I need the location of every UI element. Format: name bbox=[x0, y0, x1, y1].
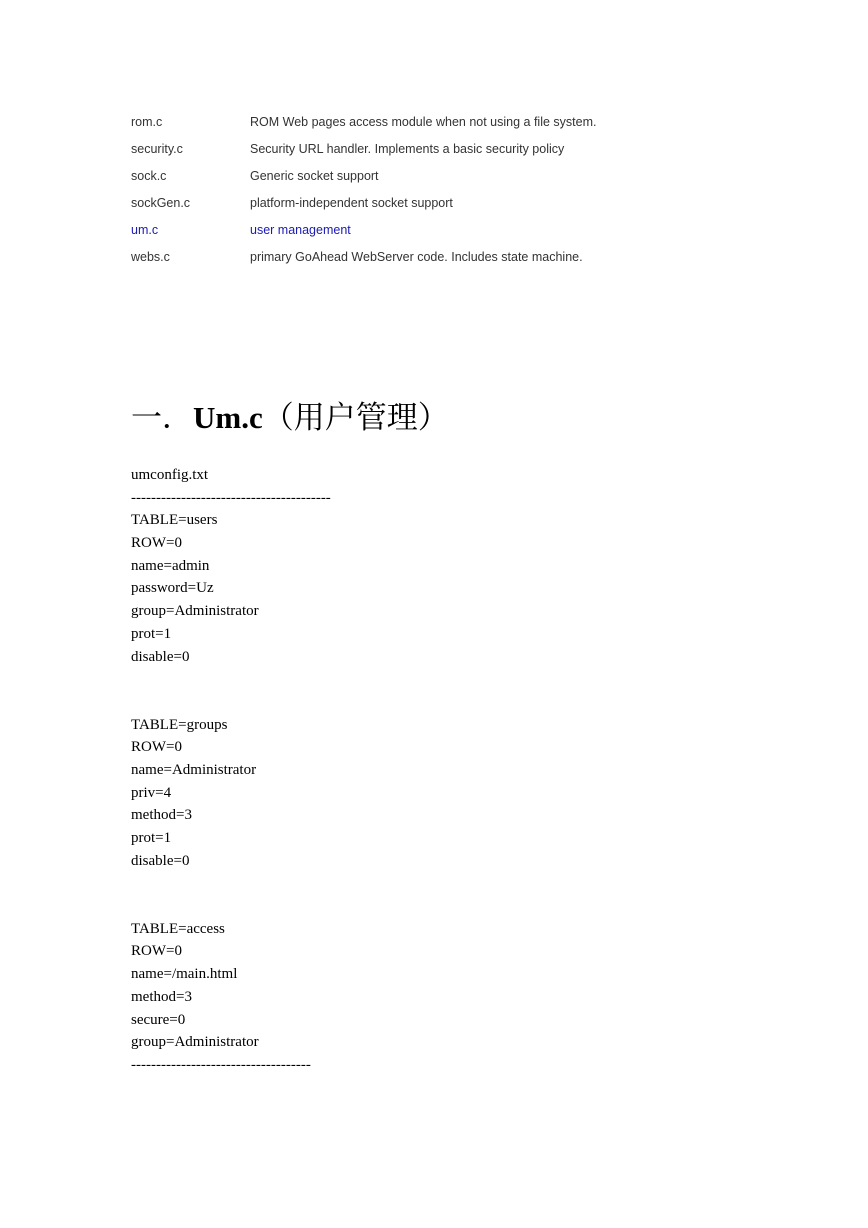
config-line: method=3 bbox=[131, 988, 192, 1005]
section-title-latin: Um.c bbox=[193, 400, 263, 435]
config-line: secure=0 bbox=[131, 1011, 186, 1028]
file-description: primary GoAhead WebServer code. Includes state machine. bbox=[250, 249, 583, 264]
access-table-block bbox=[131, 918, 331, 1054]
groups-table-block bbox=[131, 714, 331, 873]
file-name: um.c bbox=[131, 222, 159, 237]
file-name: rom.c bbox=[131, 114, 163, 129]
config-line: name=/main.html bbox=[131, 966, 238, 983]
config-line: ROW=0 bbox=[131, 739, 182, 756]
config-line: method=3 bbox=[131, 807, 192, 824]
section-title-cjk: （用户管理） bbox=[262, 400, 449, 435]
source-file-table bbox=[131, 108, 731, 270]
config-line: TABLE=access bbox=[131, 920, 225, 937]
top-rule: ---------------------------------------- bbox=[131, 489, 331, 506]
table-row bbox=[131, 108, 731, 135]
file-name: webs.c bbox=[131, 249, 170, 264]
spacer bbox=[131, 872, 331, 917]
config-line: group=Administrator bbox=[131, 603, 259, 620]
config-line: name=Administrator bbox=[131, 761, 257, 778]
file-description: user management bbox=[250, 222, 351, 237]
table-row bbox=[131, 162, 731, 189]
config-line: group=Administrator bbox=[131, 1034, 259, 1051]
config-line: ROW=0 bbox=[131, 943, 182, 960]
config-line: password=Uz bbox=[131, 580, 214, 597]
table-row-highlighted bbox=[131, 216, 731, 243]
file-description: Security URL handler. Implements a basic security policy bbox=[250, 141, 565, 156]
config-line: ROW=0 bbox=[131, 535, 182, 552]
config-line: disable=0 bbox=[131, 852, 190, 869]
table-row bbox=[131, 189, 731, 216]
config-line: prot=1 bbox=[131, 625, 172, 642]
config-line: disable=0 bbox=[131, 648, 190, 665]
file-description: ROM Web pages access module when not using a file system. bbox=[250, 114, 597, 129]
section-heading bbox=[131, 392, 449, 437]
spacer bbox=[131, 668, 331, 713]
config-listing bbox=[131, 464, 331, 1077]
bottom-rule: ------------------------------------ bbox=[131, 1056, 311, 1073]
config-line: TABLE=users bbox=[131, 512, 218, 529]
config-line: TABLE=groups bbox=[131, 716, 228, 733]
config-line: prot=1 bbox=[131, 830, 172, 847]
file-description: platform-independent socket support bbox=[250, 195, 453, 210]
file-description: Generic socket support bbox=[250, 168, 379, 183]
config-line: name=admin bbox=[131, 557, 210, 574]
table-row bbox=[131, 135, 731, 162]
file-name: sockGen.c bbox=[131, 195, 191, 210]
config-line: priv=4 bbox=[131, 784, 172, 801]
config-filename: umconfig.txt bbox=[131, 467, 209, 483]
users-table-block bbox=[131, 509, 331, 668]
table-row bbox=[131, 243, 731, 270]
file-name: security.c bbox=[131, 141, 183, 156]
file-name: sock.c bbox=[131, 168, 167, 183]
section-number: 一． bbox=[131, 400, 193, 435]
